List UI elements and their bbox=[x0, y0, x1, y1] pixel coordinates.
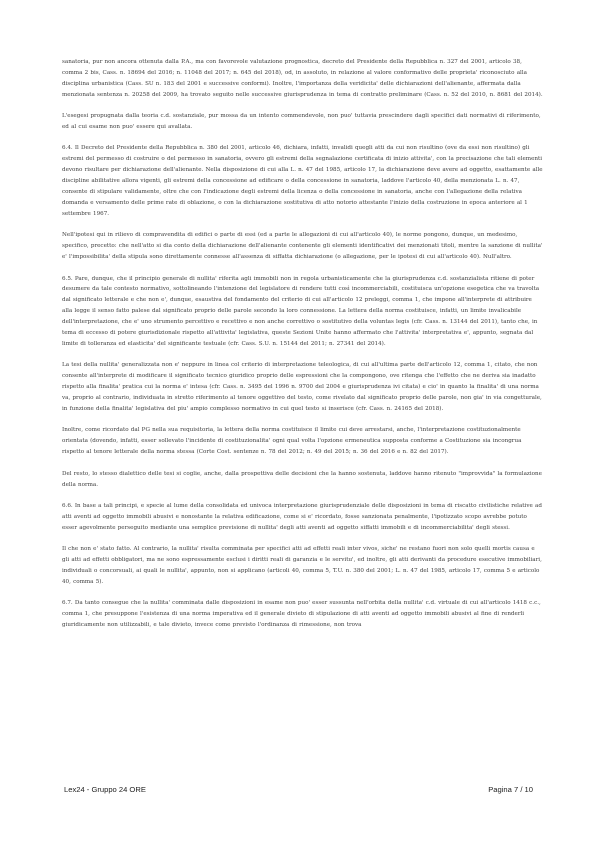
paragraph: Il che non e' stato fatto. Al contrario, la nullita' risulta comminata per specifici atti ad effetti reali inter vivos, siche' ne restano fuori non solo quelli mortis causa e gli atti ad effetti obbligatori, ma ne sono espressamente esclusi i diritti reali di garanzia e le servitu', ed inoltre, gli atti derivanti da procedure esecutive immobiliari, individuali o concorsuali, ai quali le nullita', appunto, non si applicano (articoli 40, comma 5, T.U. n. 380 del 2001; L. n. 47 del 1985, articolo 17, comma 5 e articolo 40, comma 5). bbox=[62, 546, 542, 585]
document-body bbox=[62, 57, 544, 641]
paragraph: 6.7. Da tanto consegue che la nullita' comminata dalle disposizioni in esame non puo' esser sussunta nell'orbita della nullita' c.d. virtuale di cui all'articolo 1418 c.c., comma 1, che presuppone l'esistenza di una norma imperativa ed il generale divieto di stipulazione di atti aventi ad oggetto immobili abusivi al fine di renderli giuridicamente non utilizzabili, e tale divieto, invece come previsto l'ordinanza di rimessione, non trova bbox=[62, 600, 541, 629]
paragraph: Inoltre, come ricordato dal PG nella sua requisitoria, la lettera della norma costituisce il limite cui deve arrestarsi, anche, l'interpretazione costituzionalmente orientata (dovendo, infatti, esser sollevato l'incidente di costituzionalita' ogni qual volta l'opzione ermeneutica supposta conforme a Costituzione sia incongrua rispetto al tenore letterale della norma stessa (Corte Cost. sentenze n. 78 del 2012; n. 49 del 2015; n. 36 del 2016 e n. 82 del 2017). bbox=[62, 427, 522, 456]
paragraph: sanatoria, pur non ancora ottenuta dalla P.A., ma con favorevole valutazione prognostica, decreto del Presidente della Repubblica n. 327 del 2001, articolo 38, comma 2 bis, Cass. n. 18694 del 2016; n. 11048 del 2017; n. 645 del 2018), od, in assoluto, in relazione al valore conformativo delle proprieta' riconosciuto alla disciplina urbanistica (Cass. SU n. 183 del 2001 e successive conformi). Inoltre, l'importanza della veridicita' delle dichiarazioni dell'alienante, affermata dalla menzionata sentenza n. 20258 del 2009, ha trovato seguito nelle successive giurisprudenza in tema di contratto preliminare (Cass. n. 52 del 2010, n. 8681 del 2014). bbox=[62, 59, 543, 98]
paragraph: 6.6. In base a tali principi, e specie al lume della consolidata ed univoca interpretazione giurisprudenziale delle disposizioni in tema di riscatto civilistiche relative ad atti aventi ad oggetto immobili abusivi e nonostante la relativa edificazione, come si e' ricordato, fosse sanzionata penalmente, l'ipotizzato scopo avrebbe potuto esser agevolmente perseguito mediante una semplice previsione di nullita' degli atti aventi ad oggetto siffatti immobili e di incommerciabilita' degli stessi. bbox=[62, 502, 542, 531]
paragraph: Del resto, lo stesso dialettico delle tesi si coglie, anche, dalla prospettiva delle decisioni che la hanno sostenuta, laddove hanno ritenuto "improvvida" la formulazione della norma. bbox=[62, 470, 542, 488]
paragraph: 6.5. Pare, dunque, che il principio generale di nullita' riferita agli immobili non in regola urbanisticamente che la giurisprudenza c.d. sostanzialista ritiene di poter desumere da tale contesto normativo, sottolineando l'intenzione del legislatore di rendere tutti così incommerciabili, costituisca un'opzione esegetica che va travolta dal significato letterale e che non e', dunque, esaustiva del fondamento del criterio di cui all'articolo 12 preleggi, comma 1, che impone all'interprete di attribuire alla legge il senso fatto palese dal significato proprio delle parole secondo la loro connessione. La lettera della norma costituisce, infatti, un limite invalicabile dell'interpretazione, che e' uno strumento percettivo e recettivo e non anche correttivo o sostitutivo della voluntas legis (cfr. Cass. n. 13144 del 2011), tanto che, in tema di eccesso di potere giurisdizionale rispetto all'attivita' legislativa, queste Sezioni Unite hanno affermato che l'attivita' interpretativa e', appunto, segnata dal limite di tolleranza ed elasticita' del significante testuale (cfr. Cass. S.U. n. 15144 del 2011; n. 27341 del 2014). bbox=[62, 275, 540, 347]
paragraph: Nell'ipotesi qui in rilievo di compravendita di edifici o parte di essi (ed a parte le allegazioni di cui all'articolo 40), le norme pongono, dunque, un medesimo, specifico, precetto: che nell'atto si dia conto della dichiarazione dell'alienante contenente gli elementi identificativi dei menzionati titoli, mentre la sanzione di nullita' e' l'impossibilita' della stipula sono direttamente connesse all'assenza di siffatta dichiarazione (o allegazione, per le ipotesi di cui all'articolo 40). Null'altro. bbox=[62, 232, 543, 261]
paragraph: La tesi della nullita' generalizzata non e' neppure in linea col criterio di interpretazione teleologica, di cui all'ultima parte dell'articolo 12, comma 1, citato, che non consente all'interprete di modificare il significato tecnico giuridico proprio delle espressioni che la compongono, ove ritenga che l'effetto che ne deriva sia inadatto rispetto alla finalita' pratica cui la norma e' intesa (cfr. Cass. n. 3495 del 1996 n. 9700 del 2004 e giurisprudenza ivi citata) e cio' in quanto la finalita' di una norma va, proprio al contrario, individuata in stretto riferimento al tenore oggettivo del testo, come rivelato dal significato proprio delle parole, non gia' in via congetturale, in funzione della finalita' legislativa del piu' ampio complesso normativo in cui quel testo si inserisce (cfr. Cass. n. 24165 del 2018). bbox=[62, 362, 542, 412]
footer-publisher: Lex24 - Gruppo 24 ORE bbox=[64, 785, 146, 794]
paragraph: 6.4. Il Decreto del Presidente della Repubblica n. 380 del 2001, articolo 46, dichiara, infatti, invalidi quegli atti da cui non risultino (ove da essi non risultino) gli estremi del permesso di costruire o del permesso in sanatoria, ovvero gli estremi della segnalazione certificata di inizio attivita', con la precisazione che tali elementi devono risultare per dichiarazione dell'alienante. Nella disposizione di cui alla L. n. 47 del 1985, articolo 17, la dichiarazione deve avere ad oggetto, esattamente alle discipline abilitative allora vigenti, gli estremi della concessione ad edificare o della concessione in sanatoria, laddove l'articolo 40, della menzionata L. n. 47, consente di stipulare validamente, oltre che con l'indicazione degli estremi della licenza o della concessione in sanatoria, anche con l'allegazione della relativa domanda e versamento delle prime rate di oblazione, o con la dichiarazione sostitutiva di atto notorio attestante l'inizio della costruzione in epoca anteriore al 1 settembre 1967. bbox=[62, 145, 543, 217]
paragraph: L'esegesi propugnata dalla teoria c.d. sostanziale, pur mossa da un intento commendevole, non puo' tuttavia prescindere dagli specifici dati normativi di riferimento, ed al cui esame non puo' essere qui avallata. bbox=[62, 113, 541, 131]
footer-page-number: Pagina 7 / 10 bbox=[488, 785, 533, 794]
